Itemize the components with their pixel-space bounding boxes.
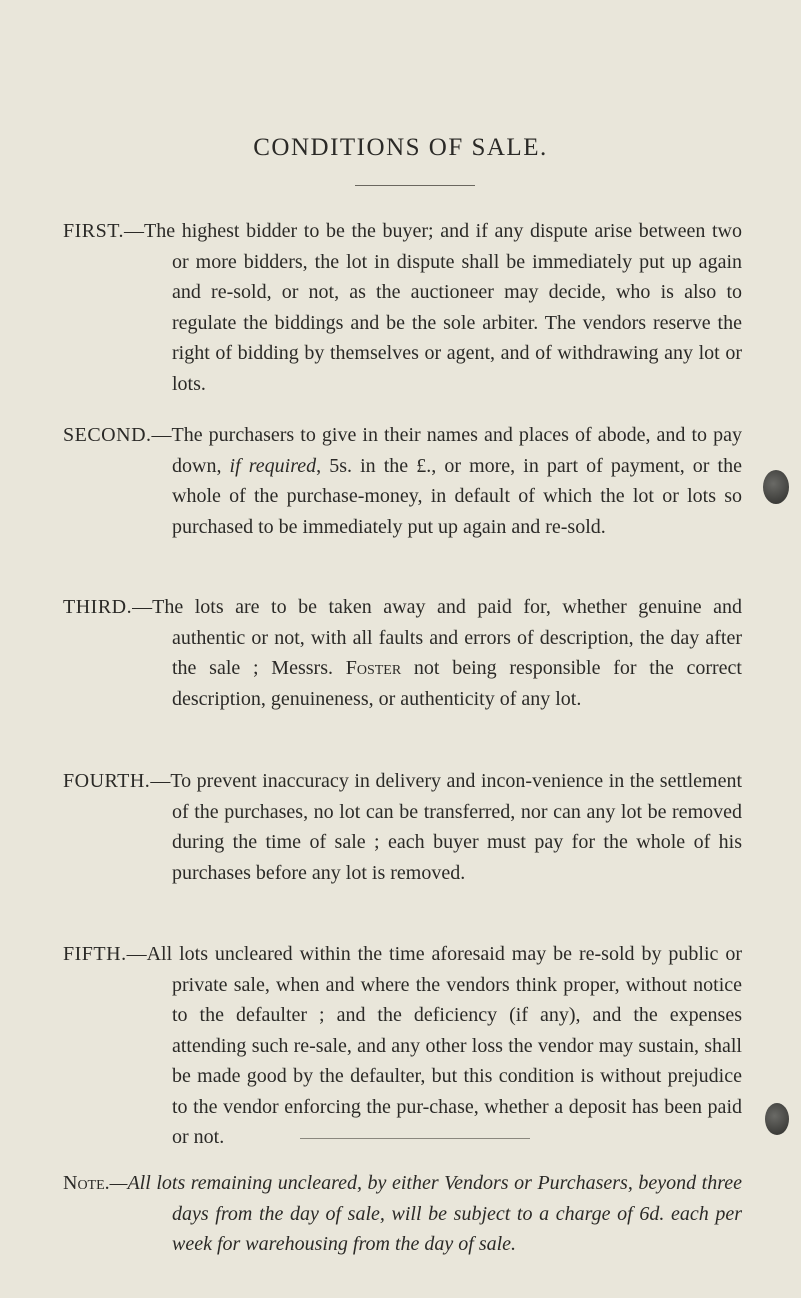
clause-italic: if required <box>229 454 317 477</box>
clause-second <box>63 420 742 542</box>
clause-text: —The purchasers to give in their names and places of abode, and to pay down, <box>151 424 742 477</box>
clause-smallcaps: Foster <box>345 657 402 679</box>
note-text: —All lots remaining uncleared, by either Vendors or Purchasers, beyond three days from the day of sale, will be subject to a charge of 6d. each per week for warehousing from the day of sale. <box>109 1172 742 1255</box>
note-divider <box>300 1138 530 1139</box>
title-underline <box>355 185 475 186</box>
clause-first <box>63 216 742 399</box>
clause-lead: THIRD. <box>63 596 133 618</box>
clause-text: not being responsible for the correct description, genuineness, or authenticity of any lot. <box>172 657 742 710</box>
clause-text: —To prevent inaccuracy in delivery and incon-venience in the settlement of the purchases, no lot can be transferred, nor can any lot be removed during the time of sale ; each buyer must pay for the whole of his purchases before any lot is removed. <box>150 770 742 884</box>
page-title: CONDITIONS OF SALE. <box>253 134 548 161</box>
clause-text: —The highest bidder to be the buyer; and if any dispute arise between two or more bidders, the lot in dispute shall be immediately put up again and re-sold, or not, as the auctioneer may decide, who is also to regulate the biddings and be the sole arbiter. The vendors reserve the right of bidding by themselves or agent, and of withdrawing any lot or lots. <box>123 220 742 395</box>
clause-lead: FOURTH. <box>63 770 151 792</box>
clause-lead: FIRST. <box>63 220 124 242</box>
clause-fourth <box>63 766 742 888</box>
note-lead: Note. <box>63 1172 110 1194</box>
binding-hole-mark <box>765 1103 789 1135</box>
note-paragraph <box>63 1168 742 1260</box>
binding-hole-mark <box>763 470 789 504</box>
clause-text: , 5s. in the £., or more, in part of payment, or the whole of the purchase-money, in default of which the lot or lots so purchased to be immediately put up again and re-sold. <box>172 454 742 538</box>
clause-third <box>63 592 742 714</box>
clause-lead: SECOND. <box>63 424 152 446</box>
clause-lead: FIFTH. <box>63 943 127 965</box>
clause-text: —The lots are to be taken away and paid for, whether genuine and authentic or not, with all faults and errors of description, the day after the sale ; Messrs. <box>132 596 742 679</box>
clause-text: —All lots uncleared within the time aforesaid may be re-sold by public or private sale, when and where the vendors think proper, without notice to the defaulter ; and the deficiency (if any), and the expenses attending such re-sale, and any other loss the vendor may sustain, shall be made good by the defaulter, but this condition is without prejudice to the vendor enforcing the pur-chase, whether a deposit has been paid or not. <box>126 943 742 1148</box>
clause-fifth <box>63 939 742 1153</box>
